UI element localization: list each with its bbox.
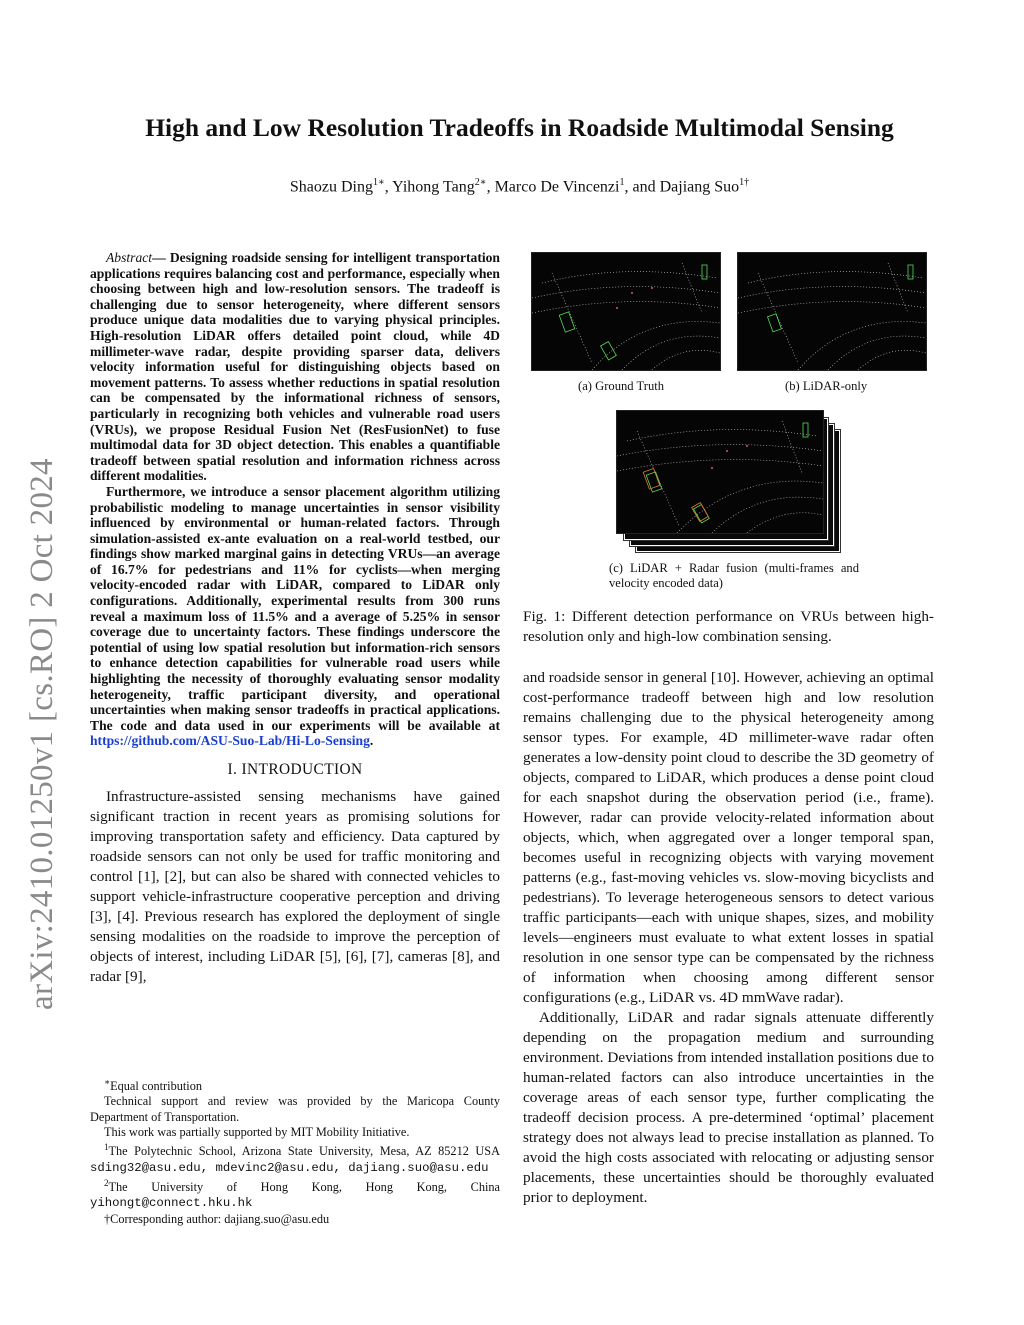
author-name: Marco De Vincenzi	[494, 178, 620, 196]
author-separator: ,	[384, 178, 393, 196]
author-affiliation-mark: 2∗	[474, 177, 487, 188]
abstract-text: Furthermore, we introduce a sensor placement algorithm utilizing probabilistic modeling to manage uncertainties in sensor visibility influenced by environmental or human-related factors. Through simulation-assisted ex-ante evaluation on a real-world testbed, our findings show marked marginal gains in detecting VRUs—an average of 16.7% for pedestrians and 11% for cyclists—when merging velocity-encoded radar with LiDAR, compared to LiDAR only configurations. Additionally, experimental results from 300 runs reveal a maximum loss of 11.5% and a average of 5.25% in sensor coverage due to uncertainty factors. These findings underscore the potential of using low spatial resolution but information-rich sensors to enhance detection capabilities for vulnerable road users while highlighting the necessity of thoroughly evaluating sensor modality heterogeneity, traffic participant diversity, and operational uncertainties when making sensor tradeoffs in practical applications. The code and data used in our experiments will be available at	[90, 483, 500, 733]
abstract-text: — Designing roadside sensing for intelligent transportation applications requires balancing cost and performance, especially when choosing between high and low-resolution sensors. The tradeoff is challenging due to sensor heterogeneity, where different sensors produce unique data modalities due to varying physical principles. High-resolution LiDAR offers detailed point cloud, while 4D millimeter-wave radar, despite providing sparser data, delivers velocity information useful for distinguishing objects based on movement patterns. To assess whether reductions in spatial resolution can be compensated by the informational richness of sensors, particularly in recognizing both vehicles and vulnerable road users (VRUs), we propose Residual Fusion Net (ResFusionNet) to fuse multimodal data for 3D object detection. This enables a quantifiable tradeoff between spatial resolution and information richness across different modalities.	[90, 250, 500, 484]
author-separator: ,	[486, 178, 495, 196]
footnote-mark: 1	[104, 1142, 109, 1153]
footnote-mark: 2	[104, 1177, 109, 1188]
footnote-emails: sding32@asu.edu, mdevinc2@asu.edu, dajiang.suo@asu.edu	[90, 1160, 489, 1175]
footnote-text: Equal contribution	[110, 1079, 202, 1094]
footnote-affiliation-1	[90, 1140, 500, 1176]
abstract-paragraph-1	[90, 250, 500, 484]
footnote-text: The Polytechnic School, Arizona State University, Mesa, AZ 85212 USA	[108, 1144, 500, 1159]
author-affiliation-mark: 1†	[739, 177, 750, 188]
point-cloud-image	[532, 253, 720, 370]
subcaption-a: (a) Ground Truth	[578, 379, 665, 393]
section-heading-introduction: I. INTRODUCTION	[227, 761, 363, 778]
footnote-mark: ∗	[104, 1077, 111, 1087]
abstract-paragraph-2	[90, 484, 500, 749]
abstract-label: Abstract	[106, 250, 153, 265]
abstract-text: .	[369, 733, 374, 749]
footnote-equal-contribution	[90, 1075, 500, 1094]
subcaption-c: (c) LiDAR + Radar fusion (multi-frames and velocity encoded data)	[609, 561, 859, 590]
figure-image-lidar-only	[737, 252, 927, 371]
point-cloud-image	[617, 411, 823, 533]
subcaption-b: (b) LiDAR-only	[785, 379, 868, 393]
arxiv-side-stamp: arXiv:2410.01250v1 [cs.RO] 2 Oct 2024	[24, 458, 60, 1010]
intro-paragraph-1: Infrastructure-assisted sensing mechanisms have gained significant traction in recent years as promising solutions for improving transportation safety and efficiency. Data captured by roadside sensors can not only be used for traffic monitoring and control [1], [2], but can also be shared with connected vehicles to support vehicle-infrastructure cooperative perception and driving [3], [4]. Previous research has explored the deployment of single sensing modalities on the roadside to improve the perception of objects of interest, including LiDAR [5], [6], [7], cameras [8], and radar [9],	[90, 788, 500, 985]
right-column-body	[523, 668, 934, 1208]
footnote-email: yihongt@connect.hku.hk	[90, 1196, 253, 1211]
abstract	[90, 250, 500, 749]
introduction-body	[90, 787, 500, 987]
author-affiliation-mark: 1	[619, 177, 625, 188]
left-column	[90, 250, 500, 987]
footnotes	[90, 1075, 500, 1227]
point-cloud-image	[738, 253, 926, 370]
footnote-affiliation-2	[90, 1176, 500, 1212]
figure-image-lidar-radar-fusion	[616, 410, 824, 534]
figure-image-ground-truth	[531, 252, 721, 371]
paper-title: High and Low Resolution Tradeoffs in Roadside Multimodal Sensing	[145, 113, 894, 142]
author-affiliation-mark: 1∗	[372, 177, 385, 188]
author-name: Shaozu Ding	[289, 178, 373, 196]
author-list	[60, 177, 979, 196]
author-separator: , and	[624, 178, 660, 196]
footnote-funding: This work was partially supported by MIT Mobility Initiative.	[104, 1124, 410, 1139]
footnote-text: The University of Hong Kong, Hong Kong, China	[108, 1180, 500, 1195]
right-paragraph-2: Additionally, LiDAR and radar signals attenuate differently depending on the propagation medium and surrounding environment. Deviations from intended installation positions due to human-related factors can also introduce uncertainties in the coverage areas of each sensor type, further complicating the tradeoff decision process. A pre-determined ‘optimal’ placement strategy does not always lead to precise installation as planned. To avoid the high costs associated with relocating or adjusting sensor placements, these uncertainties should be thoroughly evaluated prior to deployment.	[523, 1009, 934, 1206]
github-link[interactable]: https://github.com/ASU-Suo-Lab/Hi-Lo-Sensing	[90, 733, 370, 749]
footnote-support: Technical support and review was provided by the Maricopa County Department of Transportation.	[90, 1094, 500, 1124]
footnote-corresponding-author: †Corresponding author: dajiang.suo@asu.edu	[104, 1211, 330, 1226]
author-name: Yihong Tang	[392, 178, 475, 196]
author-name: Dajiang Suo	[659, 178, 740, 196]
right-paragraph-1: and roadside sensor in general [10]. However, achieving an optimal cost-performance tradeoff between high and low resolution remains challenging due to the physical heterogeneity among sensor types. For example, 4D millimeter-wave radar often generates a low-density point cloud to describe the 3D geometry of objects, compared to LiDAR, which produces a dense point cloud for each snapshot during the observation period (i.e., frame). However, radar can provide velocity-related information about objects, which, when aggregated over a longer temporal span, becomes useful in recognizing objects with varying movement patterns (e.g., fast-moving vehicles vs. slow-moving bicyclists and pedestrians). To leverage heterogeneous sensors to detect various traffic participants—each with unique shapes, sizes, and mobility levels—engineers must evaluate to what extent losses in spatial resolution in one sensor type can be compensated by the richness of information when choosing among different sensor configurations (e.g., LiDAR vs. 4D mmWave radar).	[523, 669, 934, 1006]
figure-caption: Fig. 1: Different detection performance on VRUs between high-resolution only and high-low combination sensing.	[523, 608, 934, 645]
